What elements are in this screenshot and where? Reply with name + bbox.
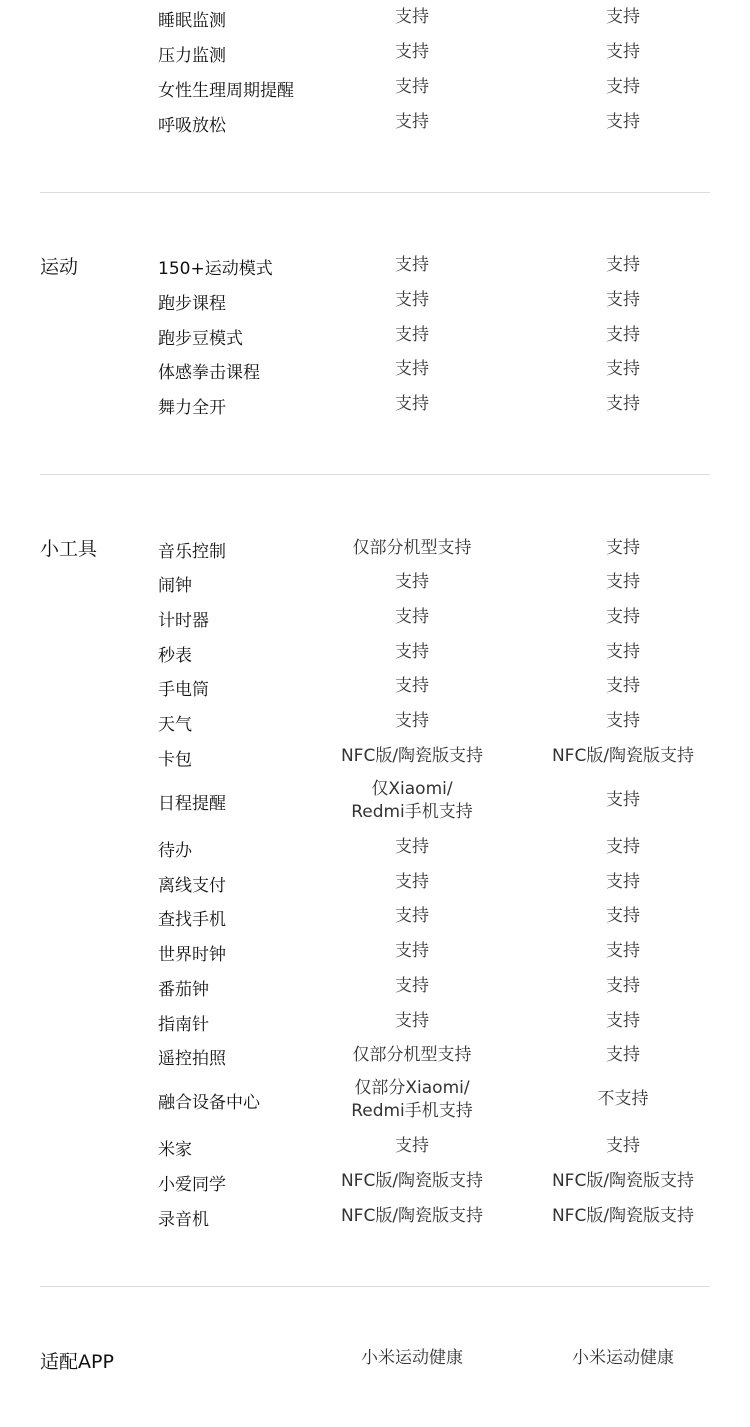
value-col1-line1: 仅部分Xiaomi/ — [354, 1078, 470, 1098]
value-col2: 支持 — [606, 872, 640, 892]
value-col1: 支持 — [395, 112, 429, 132]
feature-label: 查找手机 — [158, 910, 226, 930]
feature-label: 离线支付 — [158, 876, 226, 896]
value-col1: 支持 — [395, 872, 429, 892]
value-col1: 支持 — [395, 1136, 429, 1156]
value-col2: 支持 — [606, 112, 640, 132]
value-col1: 支持 — [395, 77, 429, 97]
feature-label: 舞力全开 — [158, 398, 226, 418]
feature-label: 米家 — [158, 1140, 192, 1160]
value-col1: 支持 — [395, 642, 429, 662]
value-col2: 支持 — [606, 1011, 640, 1031]
category-label: 小工具 — [40, 538, 98, 560]
value-col2: NFC版/陶瓷版支持 — [551, 746, 695, 766]
value-col1: 支持 — [395, 837, 429, 857]
value-col1: 支持 — [395, 1011, 429, 1031]
feature-label: 跑步豆模式 — [158, 329, 243, 349]
feature-label: 日程提醒 — [158, 794, 226, 814]
value-col2: 支持 — [606, 1136, 640, 1156]
value-col1: 支持 — [395, 42, 429, 62]
value-col1-line2: Redmi手机支持 — [351, 1101, 473, 1121]
value-col2: 支持 — [606, 7, 640, 27]
value-col1: 支持 — [395, 906, 429, 926]
feature-label: 小爱同学 — [158, 1175, 226, 1195]
footer-label: 适配APP — [40, 1351, 114, 1373]
feature-label: 待办 — [158, 841, 192, 861]
value-col1-line2: Redmi手机支持 — [351, 802, 473, 822]
value-col2: 支持 — [606, 941, 640, 961]
value-col2: 支持 — [606, 255, 640, 275]
value-col1: 支持 — [395, 255, 429, 275]
value-col1: 支持 — [395, 676, 429, 696]
feature-label: 世界时钟 — [158, 945, 226, 965]
value-col1: 支持 — [395, 572, 429, 592]
value-col1: 仅部分机型支持 — [352, 538, 472, 558]
value-col1: NFC版/陶瓷版支持 — [340, 1206, 484, 1226]
feature-label: 跑步课程 — [158, 294, 226, 314]
value-col2: 支持 — [606, 790, 640, 810]
value-col1: 支持 — [395, 325, 429, 345]
value-col1: 支持 — [395, 290, 429, 310]
value-col1: 支持 — [395, 394, 429, 414]
value-col2: 支持 — [606, 42, 640, 62]
value-col2: 不支持 — [597, 1089, 649, 1109]
feature-label: 计时器 — [158, 611, 209, 631]
feature-label: 天气 — [158, 715, 192, 735]
value-col1: 仅部分机型支持 — [352, 1045, 472, 1065]
value-col2: 支持 — [606, 394, 640, 414]
feature-label: 睡眠监测 — [158, 11, 226, 31]
value-col1: 支持 — [395, 976, 429, 996]
value-col1: NFC版/陶瓷版支持 — [340, 1171, 484, 1191]
value-col2: 支持 — [606, 837, 640, 857]
feature-label: 录音机 — [158, 1210, 209, 1230]
value-col1: NFC版/陶瓷版支持 — [340, 746, 484, 766]
value-col2: 支持 — [606, 642, 640, 662]
feature-label: 体感拳击课程 — [158, 363, 260, 383]
section-divider — [40, 192, 710, 193]
feature-label: 闹钟 — [158, 576, 192, 596]
value-col2: 支持 — [606, 572, 640, 592]
section-divider — [40, 1286, 710, 1287]
feature-label: 150+运动模式 — [158, 259, 273, 279]
value-col2: 支持 — [606, 538, 640, 558]
feature-label: 秒表 — [158, 646, 192, 666]
feature-label: 音乐控制 — [158, 542, 226, 562]
value-col2: 支持 — [606, 607, 640, 627]
feature-label: 女性生理周期提醒 — [158, 81, 294, 101]
footer-col2: 小米运动健康 — [572, 1348, 674, 1368]
value-col2: 支持 — [606, 359, 640, 379]
value-col1: 支持 — [395, 607, 429, 627]
value-col1: 支持 — [395, 359, 429, 379]
value-col2: 支持 — [606, 325, 640, 345]
category-label: 运动 — [40, 256, 79, 278]
value-col2: NFC版/陶瓷版支持 — [551, 1171, 695, 1191]
feature-label: 指南针 — [158, 1015, 209, 1035]
value-col2: 支持 — [606, 1045, 640, 1065]
footer-col1: 小米运动健康 — [361, 1348, 463, 1368]
section-divider — [40, 474, 710, 475]
feature-label: 融合设备中心 — [158, 1093, 260, 1113]
value-col1-line1: 仅Xiaomi/ — [371, 779, 453, 799]
value-col2: 支持 — [606, 676, 640, 696]
value-col1: 支持 — [395, 711, 429, 731]
value-col2: 支持 — [606, 711, 640, 731]
feature-label: 手电筒 — [158, 680, 209, 700]
value-col2: 支持 — [606, 906, 640, 926]
value-col2: NFC版/陶瓷版支持 — [551, 1206, 695, 1226]
feature-label: 卡包 — [158, 750, 192, 770]
feature-label: 压力监测 — [158, 46, 226, 66]
value-col1: 支持 — [395, 7, 429, 27]
feature-label: 遥控拍照 — [158, 1049, 226, 1069]
feature-label: 呼吸放松 — [158, 116, 226, 136]
value-col2: 支持 — [606, 77, 640, 97]
feature-label: 番茄钟 — [158, 980, 209, 1000]
value-col1: 支持 — [395, 941, 429, 961]
value-col2: 支持 — [606, 976, 640, 996]
value-col2: 支持 — [606, 290, 640, 310]
